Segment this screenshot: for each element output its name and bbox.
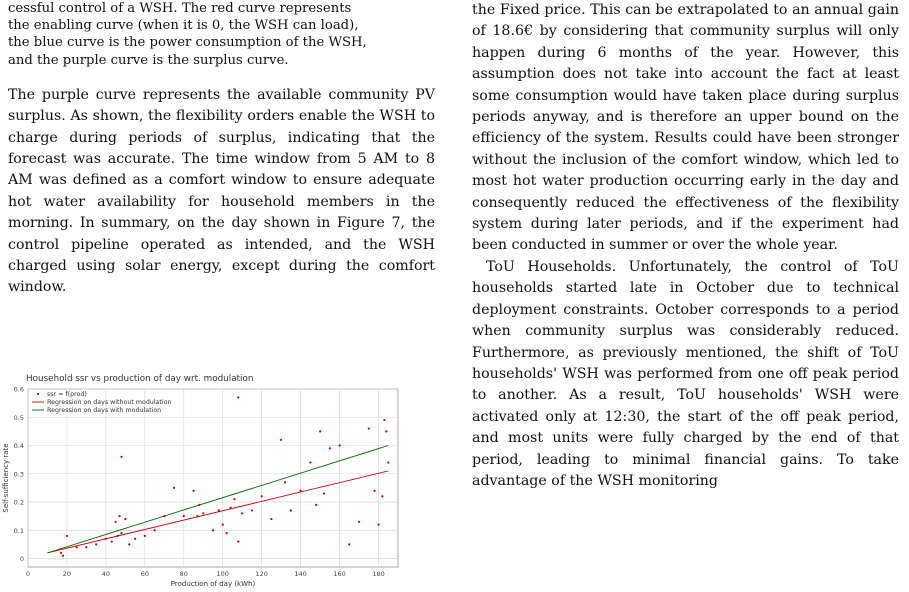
y-tick-label: 0.4	[13, 442, 24, 451]
scatter-point	[95, 543, 97, 545]
scatter-point	[116, 535, 118, 537]
scatter-point	[163, 515, 165, 517]
x-axis-label: Production of day (kWh)	[170, 580, 256, 588]
scatter-point	[237, 540, 239, 542]
scatter-point	[76, 546, 78, 548]
x-tick-label: 180	[372, 570, 385, 578]
scatter-point	[368, 427, 370, 429]
legend-entry: ssr = f(prod)	[47, 391, 87, 398]
scatter-point	[251, 509, 253, 511]
scatter-point	[212, 529, 214, 531]
right-column	[472, 0, 899, 492]
scatter-point	[323, 492, 325, 494]
x-tick-label: 0	[25, 570, 31, 578]
scatter-point	[124, 518, 126, 520]
x-tick-label: 60	[140, 570, 149, 578]
scatter-point	[270, 518, 272, 520]
caption-line: the enabling curve (when it is 0, the WSH can load),	[8, 18, 359, 34]
scatter-point	[290, 509, 292, 511]
caption-line: the blue curve is the power consumption of the WSH,	[8, 35, 367, 51]
scatter-point	[377, 524, 379, 526]
scatter-point	[284, 481, 286, 483]
scatter-point	[309, 461, 311, 463]
legend-marker	[37, 393, 39, 395]
body-paragraph: ToU Households. Unfortunately, the control of ToU households started late in October due to technical deployment constraints. October corresponds to a period when community surplus was considerably reduced. Furthermore, as previously mentioned, the shift of ToU households' WSH was performed from one off peak period to another. As a result, ToU households' WSH were activated only at 12:30, the start of the off peak period, and most units were fully charged by the end of that period, leading to minimal financial gains. To take advantage of the WSH monitoring	[472, 258, 899, 489]
x-tick-label: 160	[333, 570, 346, 578]
x-tick-label: 140	[294, 570, 307, 578]
scatter-point	[385, 430, 387, 432]
scatter-point	[120, 532, 122, 534]
scatter-point	[153, 529, 155, 531]
scatter-point	[381, 495, 383, 497]
scatter-point	[60, 552, 62, 554]
scatter-point	[218, 509, 220, 511]
y-tick-label: 0.1	[13, 526, 24, 535]
y-tick-label: 0.3	[13, 470, 24, 479]
scatter-point	[118, 515, 120, 517]
scatter-point	[202, 512, 204, 514]
scatter-point	[329, 447, 331, 449]
x-tick-label: 40	[101, 570, 111, 578]
chart-title: Household ssr vs production of day wrt. modulation	[26, 374, 254, 384]
scatter-point	[128, 543, 130, 545]
scatter-point	[374, 490, 376, 492]
scatter-point	[105, 538, 107, 540]
scatter-point	[120, 456, 122, 458]
scatter-point	[338, 444, 340, 446]
scatter-point	[383, 419, 385, 421]
scatter-point	[196, 515, 198, 517]
scatter-point	[233, 498, 235, 500]
scatter-point	[222, 524, 224, 526]
x-tick-label: 20	[62, 570, 72, 578]
scatter-point	[134, 538, 136, 540]
scatter-point	[192, 490, 194, 492]
scatter-point	[115, 521, 117, 523]
scatter-point	[229, 507, 231, 509]
scatter-point	[315, 504, 317, 506]
scatter-point	[319, 430, 321, 432]
legend-entry: Regression on days with modulation	[47, 407, 162, 414]
scatter-point	[62, 555, 64, 557]
plot-area	[28, 389, 398, 567]
y-tick-label: 0.2	[13, 498, 24, 507]
y-tick-label: 0.5	[13, 413, 24, 422]
caption-line: cessful control of a WSH. The red curve represents	[8, 1, 352, 16]
figure-caption	[8, 0, 435, 69]
scatter-point	[387, 461, 389, 463]
scatter-point	[300, 490, 302, 492]
body-paragraph: the Fixed price. This can be extrapolated to an annual gain of 18.6€ by considering that community surplus will only happen during 6 months of the year. However, this assumption does not take into account the fact at least some consumption would have taken place during surplus periods anyway, and is therefore an upper bound on the efficiency of the system. Results could have been stronger without the inclusion of the comfort window, which led to most hot water production occurring early in the day and consequently reduced the effectiveness of the flexibility system during later periods, and if the experiment had been conducted in summer or over the whole year.	[472, 2, 899, 254]
scatter-point	[348, 543, 350, 545]
y-tick-label: 0	[19, 555, 24, 564]
scatter-chart	[0, 368, 440, 592]
scatter-point	[66, 535, 68, 537]
scatter-point	[111, 540, 113, 542]
scatter-point	[280, 439, 282, 441]
scatter-point	[173, 487, 175, 489]
x-tick-label: 120	[255, 570, 268, 578]
scatter-point	[237, 396, 239, 398]
scatter-point	[85, 546, 87, 548]
scatter-point	[358, 521, 360, 523]
x-tick-label: 100	[216, 570, 229, 578]
scatter-point	[261, 495, 263, 497]
y-axis-label: Self-sufficiency rate	[2, 443, 10, 513]
body-paragraph: The purple curve represents the available community PV surplus. As shown, the flexibility orders enable the WSH to charge during periods of surplus, indicating that the forecast was accurate. The time window from 5 AM to 8 AM was defined as a comfort window to ensure adequate hot water availability for household members in the morning. In summary, on the day shown in Figure 7, the control pipeline operated as intended, and the WSH charged using solar energy, except during the comfort window.	[8, 86, 435, 296]
y-tick-label: 0.6	[13, 385, 24, 394]
scatter-point	[241, 512, 243, 514]
scatter-point	[226, 532, 228, 534]
x-tick-label: 80	[179, 570, 188, 578]
scatter-point	[198, 504, 200, 506]
left-column	[8, 0, 435, 299]
caption-line: and the purple curve is the surplus curve.	[8, 52, 289, 68]
scatter-point	[183, 515, 185, 517]
legend-entry: Regression on days without modulation	[47, 399, 172, 406]
scatter-point	[144, 535, 146, 537]
